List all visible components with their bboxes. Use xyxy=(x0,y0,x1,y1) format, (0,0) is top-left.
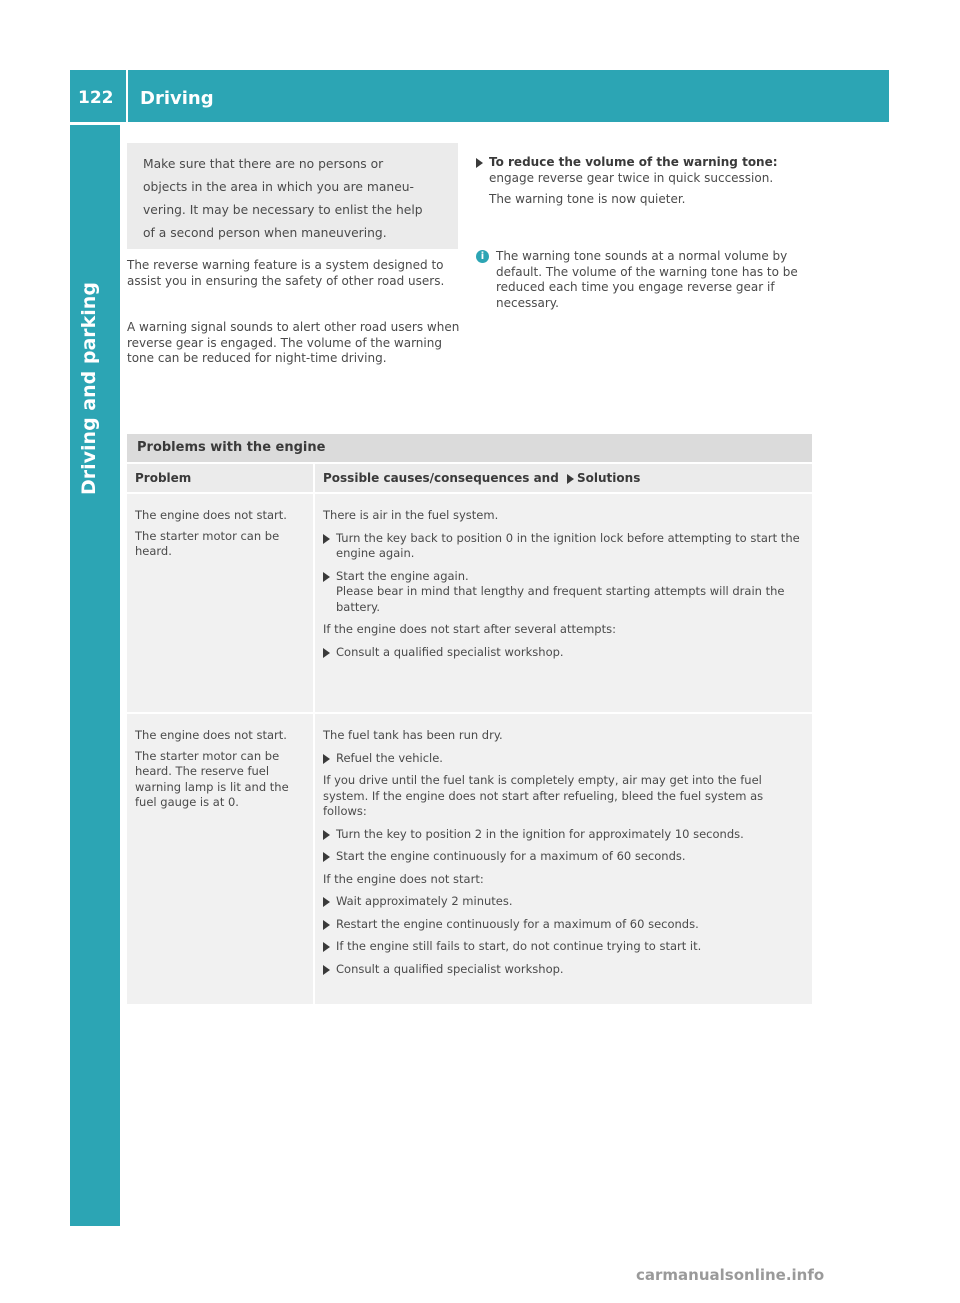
table-cell-problem xyxy=(127,714,313,1004)
problem-text: The starter motor can be heard. The reserve fuel warning lamp is lit and the fuel gauge is at 0. xyxy=(135,748,289,809)
solution-step: Consult a qualified specialist workshop. xyxy=(323,645,804,661)
table-cell-solutions xyxy=(315,494,812,712)
solution-step: Restart the engine continuously for a maximum of 60 seconds. xyxy=(323,917,804,933)
page-number: 122 xyxy=(78,88,114,108)
condition-text: If you drive until the fuel tank is completely empty, air may get into the fuel system. If the engine does not start after refueling, bleed the fuel system as follows: xyxy=(323,773,764,818)
solution-step: Turn the key to position 2 in the ignition for approximately 10 seconds. xyxy=(323,827,804,843)
problem-text: The engine does not start. xyxy=(135,508,287,522)
warning-line: objects in the area in which you are maneu- xyxy=(143,180,414,194)
intro-paragraph: A warning signal sounds to alert other road users when reverse gear is engaged. The volume of the warning tone can be reduced for night-time driving. xyxy=(127,320,460,365)
cause-text: There is air in the fuel system. xyxy=(323,508,499,522)
solution-note: Please bear in mind that lengthy and frequent starting attempts will drain the battery. xyxy=(336,584,785,614)
step-text: engage reverse gear twice in quick succession. xyxy=(489,170,774,185)
info-icon: i xyxy=(476,250,489,263)
solution-step: Turn the key back to position 0 in the ignition lock before attempting to start the engine again. xyxy=(323,531,804,562)
arrow-right-icon xyxy=(476,158,483,168)
step-title: To reduce the volume of the warning tone: xyxy=(489,155,778,169)
solution-step: If the engine still fails to start, do not continue trying to start it. xyxy=(323,939,804,955)
cause-text: The fuel tank has been run dry. xyxy=(323,728,503,742)
header-text: Solutions xyxy=(577,471,641,485)
column-header-problem: Problem xyxy=(127,464,313,492)
table-cell-problem xyxy=(127,494,313,712)
warning-line: of a second person when maneuvering. xyxy=(143,226,387,240)
page-title: Driving xyxy=(140,88,214,109)
problem-text: The starter motor can be heard. xyxy=(135,528,280,558)
warning-line: vering. It may be necessary to enlist the help xyxy=(143,203,423,217)
solution-step: Start the engine again. xyxy=(323,569,804,585)
warning-line: Make sure that there are no persons or xyxy=(143,157,384,171)
solution-step: Consult a qualified specialist workshop. xyxy=(323,962,804,978)
solution-step: Start the engine continuously for a maximum of 60 seconds. xyxy=(323,849,804,865)
solution-step: Refuel the vehicle. xyxy=(323,751,804,767)
chapter-tab-label: Driving and parking xyxy=(78,282,100,495)
condition-text: If the engine does not start: xyxy=(323,871,484,886)
warning-box xyxy=(127,143,458,249)
column-header-solutions xyxy=(315,464,812,492)
intro-paragraph: The reverse warning feature is a system designed to assist you in ensuring the safety of other road users. xyxy=(127,258,445,288)
chapter-tab-label-wrap xyxy=(78,255,112,495)
table-title: Problems with the engine xyxy=(127,434,812,462)
condition-text: If the engine does not start after several attempts: xyxy=(323,622,616,636)
table-cell-solutions xyxy=(315,714,812,1004)
step-result: The warning tone is now quieter. xyxy=(489,192,686,206)
info-text: The warning tone sounds at a normal volume by default. The volume of the warning tone has to be reduced each time you engage reverse gear if necessary. xyxy=(496,249,798,310)
header-text: Possible causes/consequences and xyxy=(323,471,559,485)
arrow-right-icon xyxy=(567,474,574,484)
engine-problems-table xyxy=(127,434,812,1004)
header-divider xyxy=(126,70,128,122)
instruction-step xyxy=(476,155,811,208)
footer-watermark[interactable]: carmanualsonline.info xyxy=(636,1266,825,1284)
solution-step: Wait approximately 2 minutes. xyxy=(323,894,804,910)
problem-text: The engine does not start. xyxy=(135,728,287,742)
